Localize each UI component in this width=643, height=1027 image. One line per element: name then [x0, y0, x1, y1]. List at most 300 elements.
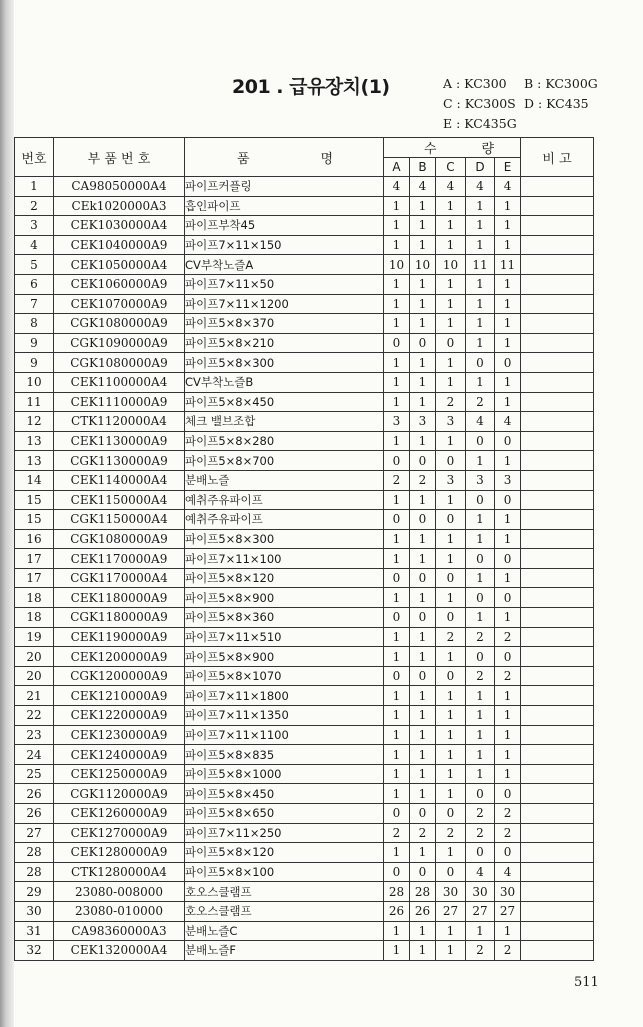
qty-d: 1	[466, 725, 495, 745]
row-number: 4	[15, 235, 54, 255]
part-name: 파이프7×11×1200	[185, 294, 384, 314]
table-row	[15, 510, 594, 530]
qty-b: 1	[410, 843, 436, 863]
qty-b: 0	[410, 568, 436, 588]
qty-d: 1	[466, 568, 495, 588]
part-name: 예취주유파이프	[185, 490, 384, 510]
row-number: 23	[15, 725, 54, 745]
qty-a: 1	[384, 529, 410, 549]
qty-a: 10	[384, 255, 410, 275]
part-name: CV부착노즐A	[185, 255, 384, 275]
qty-c: 0	[436, 608, 466, 628]
remarks-cell	[521, 882, 594, 902]
table-row	[15, 392, 594, 412]
qty-c: 10	[436, 255, 466, 275]
qty-c: 1	[436, 431, 466, 451]
part-number: CEk1020000A3	[54, 196, 185, 216]
qty-b: 1	[410, 392, 436, 412]
row-number: 26	[15, 804, 54, 824]
qty-c: 1	[436, 372, 466, 392]
page-title: 201 . 급유장치(1)	[232, 76, 390, 98]
qty-e: 4	[495, 862, 521, 882]
qty-c: 1	[436, 745, 466, 765]
table-row	[15, 647, 594, 667]
part-name: 호오스클램프	[185, 901, 384, 921]
qty-c: 1	[436, 941, 466, 961]
model-legend-c: C : KC300S	[443, 96, 516, 111]
qty-c: 0	[436, 451, 466, 471]
qty-b: 1	[410, 235, 436, 255]
qty-b: 1	[410, 686, 436, 706]
qty-b: 1	[410, 764, 436, 784]
part-name: 예취주유파이프	[185, 510, 384, 530]
table-row	[15, 921, 594, 941]
qty-a: 0	[384, 510, 410, 530]
part-name: 체크 밸브조합	[185, 412, 384, 432]
part-number: CEK1230000A9	[54, 725, 185, 745]
remarks-cell	[521, 392, 594, 412]
part-name: 파이프부착45	[185, 216, 384, 236]
qty-a: 2	[384, 470, 410, 490]
remarks-cell	[521, 196, 594, 216]
remarks-cell	[521, 529, 594, 549]
qty-c: 1	[436, 196, 466, 216]
remarks-cell	[521, 314, 594, 334]
qty-b: 2	[410, 470, 436, 490]
table-row	[15, 882, 594, 902]
qty-c: 0	[436, 568, 466, 588]
qty-a: 0	[384, 862, 410, 882]
part-number: CEK1200000A9	[54, 647, 185, 667]
qty-d: 1	[466, 529, 495, 549]
part-number: CGK1200000A9	[54, 666, 185, 686]
qty-e: 27	[495, 901, 521, 921]
remarks-cell	[521, 921, 594, 941]
qty-d: 0	[466, 549, 495, 569]
part-number: CEK1190000A9	[54, 627, 185, 647]
qty-b: 1	[410, 627, 436, 647]
row-number: 21	[15, 686, 54, 706]
qty-a: 1	[384, 706, 410, 726]
table-row	[15, 196, 594, 216]
qty-a: 1	[384, 372, 410, 392]
part-number: CTK1120000A4	[54, 412, 185, 432]
qty-b: 2	[410, 823, 436, 843]
qty-d: 1	[466, 510, 495, 530]
table-row	[15, 764, 594, 784]
part-number: CEK1280000A9	[54, 843, 185, 863]
qty-e: 1	[495, 196, 521, 216]
table-row	[15, 666, 594, 686]
row-number: 24	[15, 745, 54, 765]
qty-a: 1	[384, 353, 410, 373]
parts-table	[14, 137, 594, 961]
qty-b: 1	[410, 549, 436, 569]
qty-e: 2	[495, 941, 521, 961]
qty-e: 1	[495, 274, 521, 294]
qty-a: 1	[384, 686, 410, 706]
qty-d: 30	[466, 882, 495, 902]
part-name: 분배노즐F	[185, 941, 384, 961]
part-number: CEK1320000A4	[54, 941, 185, 961]
table-row	[15, 901, 594, 921]
qty-d: 2	[466, 627, 495, 647]
qty-c: 1	[436, 549, 466, 569]
qty-d: 4	[466, 862, 495, 882]
remarks-cell	[521, 568, 594, 588]
header-quantity-1: 수	[424, 142, 437, 157]
qty-c: 1	[436, 647, 466, 667]
qty-d: 2	[466, 392, 495, 412]
part-name: 파이프5×8×900	[185, 647, 384, 667]
qty-c: 1	[436, 588, 466, 608]
qty-b: 1	[410, 274, 436, 294]
qty-a: 1	[384, 216, 410, 236]
part-number: CEK1180000A9	[54, 588, 185, 608]
row-number: 18	[15, 608, 54, 628]
part-name: 흡인파이프	[185, 196, 384, 216]
part-name: 파이프5×8×450	[185, 392, 384, 412]
qty-e: 4	[495, 412, 521, 432]
row-number: 6	[15, 274, 54, 294]
qty-e: 0	[495, 549, 521, 569]
row-number: 30	[15, 901, 54, 921]
qty-b: 1	[410, 588, 436, 608]
qty-e: 0	[495, 843, 521, 863]
row-number: 11	[15, 392, 54, 412]
qty-e: 0	[495, 431, 521, 451]
table-row	[15, 333, 594, 353]
remarks-cell	[521, 941, 594, 961]
qty-a: 1	[384, 274, 410, 294]
qty-d: 2	[466, 823, 495, 843]
part-name: 파이프5×8×650	[185, 804, 384, 824]
qty-d: 27	[466, 901, 495, 921]
row-number: 15	[15, 490, 54, 510]
qty-e: 2	[495, 823, 521, 843]
remarks-cell	[521, 333, 594, 353]
qty-a: 28	[384, 882, 410, 902]
qty-d: 11	[466, 255, 495, 275]
qty-b: 0	[410, 510, 436, 530]
remarks-cell	[521, 764, 594, 784]
qty-b: 1	[410, 784, 436, 804]
qty-c: 1	[436, 490, 466, 510]
qty-a: 3	[384, 412, 410, 432]
header-name	[185, 138, 384, 177]
row-number: 25	[15, 764, 54, 784]
qty-d: 1	[466, 196, 495, 216]
qty-e: 1	[495, 392, 521, 412]
qty-a: 4	[384, 177, 410, 197]
part-name: 파이프5×8×450	[185, 784, 384, 804]
qty-e: 30	[495, 882, 521, 902]
table-row	[15, 568, 594, 588]
qty-b: 1	[410, 216, 436, 236]
part-name: 파이프7×11×50	[185, 274, 384, 294]
part-number: CEK1100000A4	[54, 372, 185, 392]
qty-a: 1	[384, 431, 410, 451]
qty-d: 1	[466, 921, 495, 941]
part-number: CGK1150000A4	[54, 510, 185, 530]
row-number: 31	[15, 921, 54, 941]
part-name: 파이프5×8×100	[185, 862, 384, 882]
remarks-cell	[521, 706, 594, 726]
remarks-cell	[521, 412, 594, 432]
remarks-cell	[521, 353, 594, 373]
remarks-cell	[521, 255, 594, 275]
qty-e: 1	[495, 451, 521, 471]
qty-d: 0	[466, 490, 495, 510]
qty-c: 0	[436, 862, 466, 882]
qty-c: 1	[436, 274, 466, 294]
qty-c: 4	[436, 177, 466, 197]
qty-d: 1	[466, 274, 495, 294]
part-number: CGK1170000A4	[54, 568, 185, 588]
remarks-cell	[521, 294, 594, 314]
part-number: CEK1110000A9	[54, 392, 185, 412]
qty-b: 1	[410, 431, 436, 451]
qty-e: 0	[495, 353, 521, 373]
qty-d: 0	[466, 784, 495, 804]
part-number: CEK1210000A9	[54, 686, 185, 706]
remarks-cell	[521, 862, 594, 882]
header-name-2: 명	[320, 151, 333, 167]
qty-e: 1	[495, 510, 521, 530]
qty-e: 1	[495, 216, 521, 236]
qty-a: 1	[384, 941, 410, 961]
qty-c: 1	[436, 686, 466, 706]
qty-a: 0	[384, 451, 410, 471]
header-no: 번호	[15, 138, 54, 177]
table-row	[15, 804, 594, 824]
row-number: 8	[15, 314, 54, 334]
remarks-cell	[521, 627, 594, 647]
qty-c: 30	[436, 882, 466, 902]
qty-e: 1	[495, 706, 521, 726]
remarks-cell	[521, 177, 594, 197]
remarks-cell	[521, 647, 594, 667]
row-number: 19	[15, 627, 54, 647]
part-name: 파이프7×11×1800	[185, 686, 384, 706]
row-number: 17	[15, 568, 54, 588]
part-number: 23080-008000	[54, 882, 185, 902]
part-number: CEK1050000A4	[54, 255, 185, 275]
qty-d: 4	[466, 412, 495, 432]
row-number: 1	[15, 177, 54, 197]
qty-b: 1	[410, 490, 436, 510]
qty-b: 26	[410, 901, 436, 921]
remarks-cell	[521, 274, 594, 294]
part-number: CEK1150000A4	[54, 490, 185, 510]
qty-d: 0	[466, 588, 495, 608]
qty-b: 1	[410, 196, 436, 216]
model-legend-a: A : KC300	[443, 76, 507, 91]
remarks-cell	[521, 372, 594, 392]
part-name: 파이프5×8×210	[185, 333, 384, 353]
qty-a: 1	[384, 745, 410, 765]
header-col-a: A	[384, 158, 410, 177]
qty-a: 1	[384, 196, 410, 216]
qty-c: 3	[436, 412, 466, 432]
qty-e: 1	[495, 745, 521, 765]
model-legend-e: E : KC435G	[443, 116, 517, 131]
qty-a: 1	[384, 647, 410, 667]
part-name: 분배노즐C	[185, 921, 384, 941]
remarks-cell	[521, 510, 594, 530]
part-number: CGK1090000A9	[54, 333, 185, 353]
qty-d: 1	[466, 333, 495, 353]
qty-d: 1	[466, 372, 495, 392]
part-number: CGK1080000A9	[54, 353, 185, 373]
qty-a: 26	[384, 901, 410, 921]
qty-b: 3	[410, 412, 436, 432]
qty-a: 0	[384, 608, 410, 628]
qty-d: 1	[466, 686, 495, 706]
part-name: 분배노즐	[185, 470, 384, 490]
page-number: 511	[574, 975, 599, 990]
row-number: 26	[15, 784, 54, 804]
qty-e: 0	[495, 588, 521, 608]
row-number: 13	[15, 451, 54, 471]
qty-a: 1	[384, 294, 410, 314]
row-number: 17	[15, 549, 54, 569]
qty-e: 11	[495, 255, 521, 275]
part-number: CEK1060000A9	[54, 274, 185, 294]
qty-e: 1	[495, 294, 521, 314]
table-row	[15, 823, 594, 843]
model-legend-b: B : KC300G	[524, 76, 598, 91]
part-number: CGK1180000A9	[54, 608, 185, 628]
qty-d: 0	[466, 431, 495, 451]
part-number: CEK1030000A4	[54, 216, 185, 236]
part-name: 파이프5×8×280	[185, 431, 384, 451]
qty-a: 1	[384, 843, 410, 863]
row-number: 14	[15, 470, 54, 490]
qty-a: 1	[384, 921, 410, 941]
header-part-number: 부 품 번 호	[54, 138, 185, 177]
row-number: 20	[15, 666, 54, 686]
qty-e: 1	[495, 568, 521, 588]
remarks-cell	[521, 451, 594, 471]
qty-e: 0	[495, 647, 521, 667]
part-number: CTK1280000A4	[54, 862, 185, 882]
qty-c: 1	[436, 235, 466, 255]
row-number: 5	[15, 255, 54, 275]
page-binding-edge	[0, 0, 14, 1027]
qty-a: 1	[384, 392, 410, 412]
part-name: 파이프5×8×120	[185, 568, 384, 588]
header-col-e: E	[495, 158, 521, 177]
qty-b: 1	[410, 529, 436, 549]
remarks-cell	[521, 549, 594, 569]
part-number: CA98360000A3	[54, 921, 185, 941]
qty-b: 1	[410, 706, 436, 726]
part-name: 파이프커플링	[185, 177, 384, 197]
table-row	[15, 784, 594, 804]
qty-e: 1	[495, 608, 521, 628]
qty-d: 1	[466, 608, 495, 628]
remarks-cell	[521, 608, 594, 628]
qty-c: 0	[436, 666, 466, 686]
header-quantity-2: 량	[481, 142, 495, 157]
qty-e: 1	[495, 333, 521, 353]
part-number: CA98050000A4	[54, 177, 185, 197]
qty-c: 1	[436, 764, 466, 784]
qty-d: 1	[466, 216, 495, 236]
qty-c: 3	[436, 470, 466, 490]
table-row	[15, 627, 594, 647]
qty-a: 1	[384, 490, 410, 510]
table-row	[15, 216, 594, 236]
table-row	[15, 843, 594, 863]
table-row	[15, 490, 594, 510]
part-number: CEK1140000A4	[54, 470, 185, 490]
part-name: 파이프5×8×370	[185, 314, 384, 334]
row-number: 15	[15, 510, 54, 530]
part-number: 23080-010000	[54, 901, 185, 921]
row-number: 32	[15, 941, 54, 961]
qty-c: 1	[436, 314, 466, 334]
qty-e: 1	[495, 372, 521, 392]
row-number: 20	[15, 647, 54, 667]
qty-c: 0	[436, 333, 466, 353]
part-name: 파이프5×8×900	[185, 588, 384, 608]
qty-d: 0	[466, 647, 495, 667]
row-number: 9	[15, 333, 54, 353]
part-number: CEK1170000A9	[54, 549, 185, 569]
qty-e: 1	[495, 921, 521, 941]
qty-a: 1	[384, 627, 410, 647]
row-number: 12	[15, 412, 54, 432]
part-name: 파이프7×11×150	[185, 235, 384, 255]
qty-a: 1	[384, 764, 410, 784]
qty-e: 2	[495, 627, 521, 647]
qty-c: 1	[436, 353, 466, 373]
qty-a: 1	[384, 784, 410, 804]
qty-c: 0	[436, 510, 466, 530]
qty-c: 1	[436, 921, 466, 941]
part-number: CEK1220000A9	[54, 706, 185, 726]
qty-d: 1	[466, 745, 495, 765]
table-row	[15, 941, 594, 961]
qty-e: 1	[495, 686, 521, 706]
part-name: 파이프5×8×360	[185, 608, 384, 628]
row-number: 16	[15, 529, 54, 549]
remarks-cell	[521, 490, 594, 510]
row-number: 7	[15, 294, 54, 314]
qty-d: 1	[466, 314, 495, 334]
part-name: 파이프7×11×1100	[185, 725, 384, 745]
header-name-1: 품	[237, 151, 250, 167]
table-row	[15, 412, 594, 432]
qty-e: 2	[495, 804, 521, 824]
header-col-b: B	[410, 158, 436, 177]
part-name: 파이프5×8×1000	[185, 764, 384, 784]
table-row	[15, 549, 594, 569]
qty-e: 0	[495, 490, 521, 510]
qty-a: 2	[384, 823, 410, 843]
part-number: CEK1040000A9	[54, 235, 185, 255]
qty-c: 1	[436, 216, 466, 236]
qty-e: 4	[495, 177, 521, 197]
qty-b: 0	[410, 451, 436, 471]
qty-b: 0	[410, 862, 436, 882]
table-row	[15, 529, 594, 549]
part-name: 파이프7×11×100	[185, 549, 384, 569]
row-number: 3	[15, 216, 54, 236]
qty-b: 0	[410, 608, 436, 628]
